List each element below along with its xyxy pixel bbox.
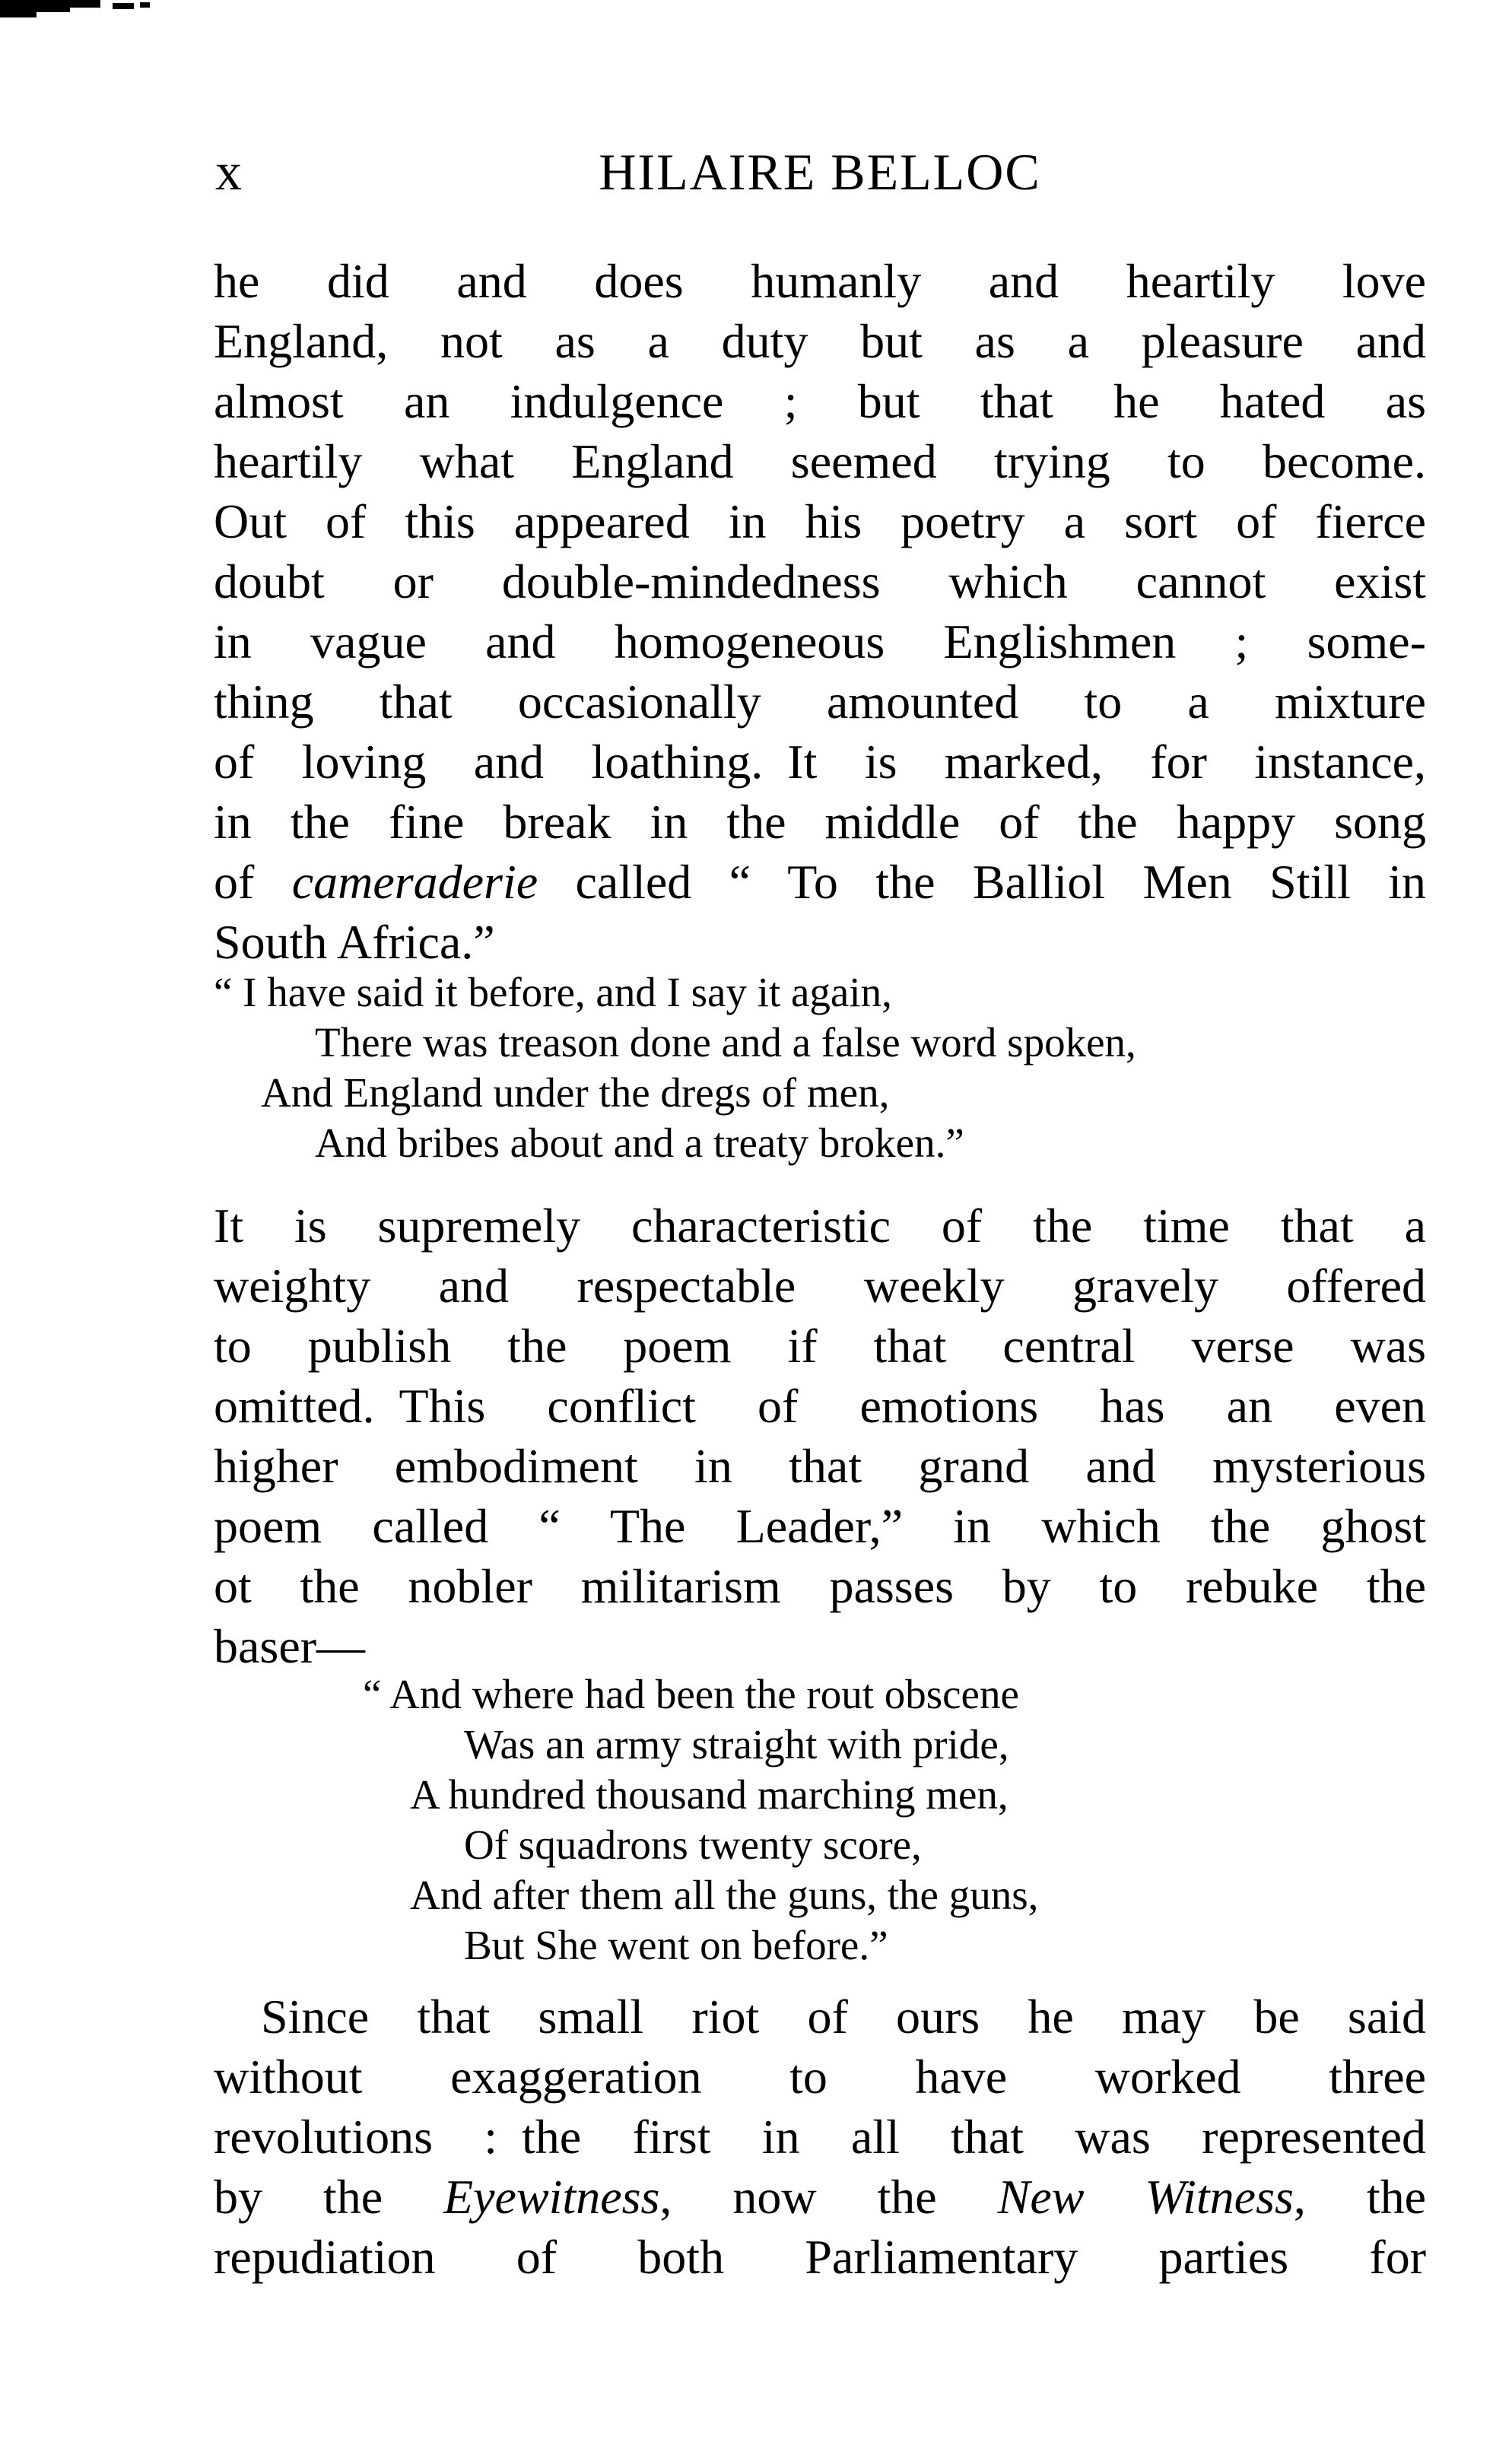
text-line [214, 2047, 1426, 2107]
text-segment: “ I have said it before, and I say it again, [214, 969, 892, 1015]
text-segment: in vague and homogeneous Englishmen ; some- [214, 615, 1426, 669]
text-line [214, 1316, 1426, 1376]
text-segment: of loving and loathing. It is marked, for instance, [214, 735, 1426, 789]
text-line [410, 1770, 1512, 1820]
text-segment: , the [1293, 2170, 1427, 2224]
text-line [214, 1616, 1426, 1676]
text-segment: poem called “ The Leader,” in which the ghost [214, 1499, 1426, 1553]
text-line [464, 1720, 1512, 1770]
text-segment: Was an army straight with pride, [464, 1721, 1009, 1767]
text-segment: doubt or double-mindedness which cannot exist [214, 554, 1426, 608]
text-line [315, 1118, 1426, 1168]
text-line [214, 1496, 1426, 1556]
text-line [214, 491, 1426, 551]
text-segment: There was treason done and a false word spoken, [315, 1019, 1136, 1066]
text-segment: almost an indulgence ; but that he hated as [214, 374, 1426, 428]
text-line [214, 2227, 1426, 2287]
text-segment: to publish the poem if that central verse was [214, 1319, 1426, 1373]
page-header [214, 141, 1426, 202]
text-line [464, 1820, 1512, 1870]
text-segment: A hundred thousand marching men, [410, 1771, 1009, 1818]
scan-artifact [140, 2, 150, 8]
paragraph-3 [214, 1987, 1426, 2287]
text-line [214, 1436, 1426, 1496]
text-line [214, 2167, 1426, 2227]
text-line [410, 1870, 1512, 1920]
text-segment: “ And where had been the rout obscene [363, 1671, 1019, 1717]
text-segment: of [214, 855, 292, 909]
paragraph-2 [214, 1196, 1426, 1676]
text-line [261, 1068, 1426, 1118]
text-segment: thing that occasionally amounted to a mixture [214, 675, 1426, 729]
text-segment: heartily what England seemed trying to become. [214, 434, 1426, 488]
text-line [214, 672, 1426, 732]
text-segment: South Africa.” [214, 915, 495, 969]
text-line [214, 852, 1426, 912]
text-line [214, 1256, 1426, 1316]
text-segment: without exaggeration to have worked three [214, 2050, 1426, 2104]
text-segment: England, not as a duty but as a pleasure and [214, 314, 1426, 368]
text-line [214, 1556, 1426, 1616]
text-segment: It is supremely characteristic of the time that a [214, 1199, 1426, 1253]
text-segment: revolutions : the first in all that was represented [214, 2110, 1426, 2164]
text-line [214, 792, 1426, 852]
paragraph-1 [214, 251, 1426, 972]
text-line [315, 1018, 1426, 1068]
text-line [261, 1987, 1426, 2047]
text-segment: weighty and respectable weekly gravely offered [214, 1259, 1426, 1313]
text-segment: ot the nobler militarism passes by to rebuke the [214, 1559, 1426, 1613]
text-segment: Since that small riot of ours he may be said [261, 1990, 1426, 2044]
italic-text: cameraderie [291, 855, 538, 909]
text-segment: Of squadrons twenty score, [464, 1821, 922, 1868]
text-segment: And after them all the guns, the guns, [410, 1872, 1039, 1918]
text-line [214, 251, 1426, 311]
verse-quote-1 [214, 967, 1426, 1168]
text-line [214, 311, 1426, 371]
text-line [464, 1920, 1512, 1971]
text-segment: higher embodiment in that grand and mysterious [214, 1439, 1426, 1493]
text-segment: called “ To the Balliol Men Still in [538, 855, 1426, 909]
text-line [214, 371, 1426, 431]
text-line [214, 912, 1426, 972]
text-line [214, 1376, 1426, 1436]
text-line [214, 611, 1426, 672]
text-line [363, 1669, 1512, 1720]
text-line [214, 551, 1426, 611]
text-segment: And bribes about and a treaty broken.” [315, 1120, 964, 1166]
text-line [214, 967, 1426, 1018]
italic-text: New Witness [997, 2170, 1294, 2224]
italic-text: Eyewitness [443, 2170, 660, 2224]
scan-artifact [113, 3, 134, 9]
text-segment: by the [214, 2170, 444, 2224]
verse-quote-2 [214, 1669, 1512, 1971]
text-segment: And England under the dregs of men, [261, 1069, 890, 1116]
text-line [214, 1196, 1426, 1256]
running-title: HILAIRE BELLOC [599, 143, 1041, 201]
text-segment: , now the [659, 2170, 998, 2224]
text-segment: omitted. This conflict of emotions has an even [214, 1379, 1426, 1433]
text-segment: Out of this appeared in his poetry a sort of fierce [214, 494, 1426, 548]
text-segment: repudiation of both Parliamentary parties for [214, 2230, 1426, 2284]
text-segment: in the fine break in the middle of the happy song [214, 795, 1426, 849]
text-line [214, 431, 1426, 491]
text-segment: baser— [214, 1619, 366, 1673]
text-segment: he did and does humanly and heartily love [214, 254, 1426, 308]
text-line [214, 732, 1426, 792]
scan-artifact [0, 0, 37, 17]
page-number: x [215, 143, 242, 202]
text-line [214, 2107, 1426, 2167]
text-segment: But She went on before.” [464, 1922, 888, 1968]
